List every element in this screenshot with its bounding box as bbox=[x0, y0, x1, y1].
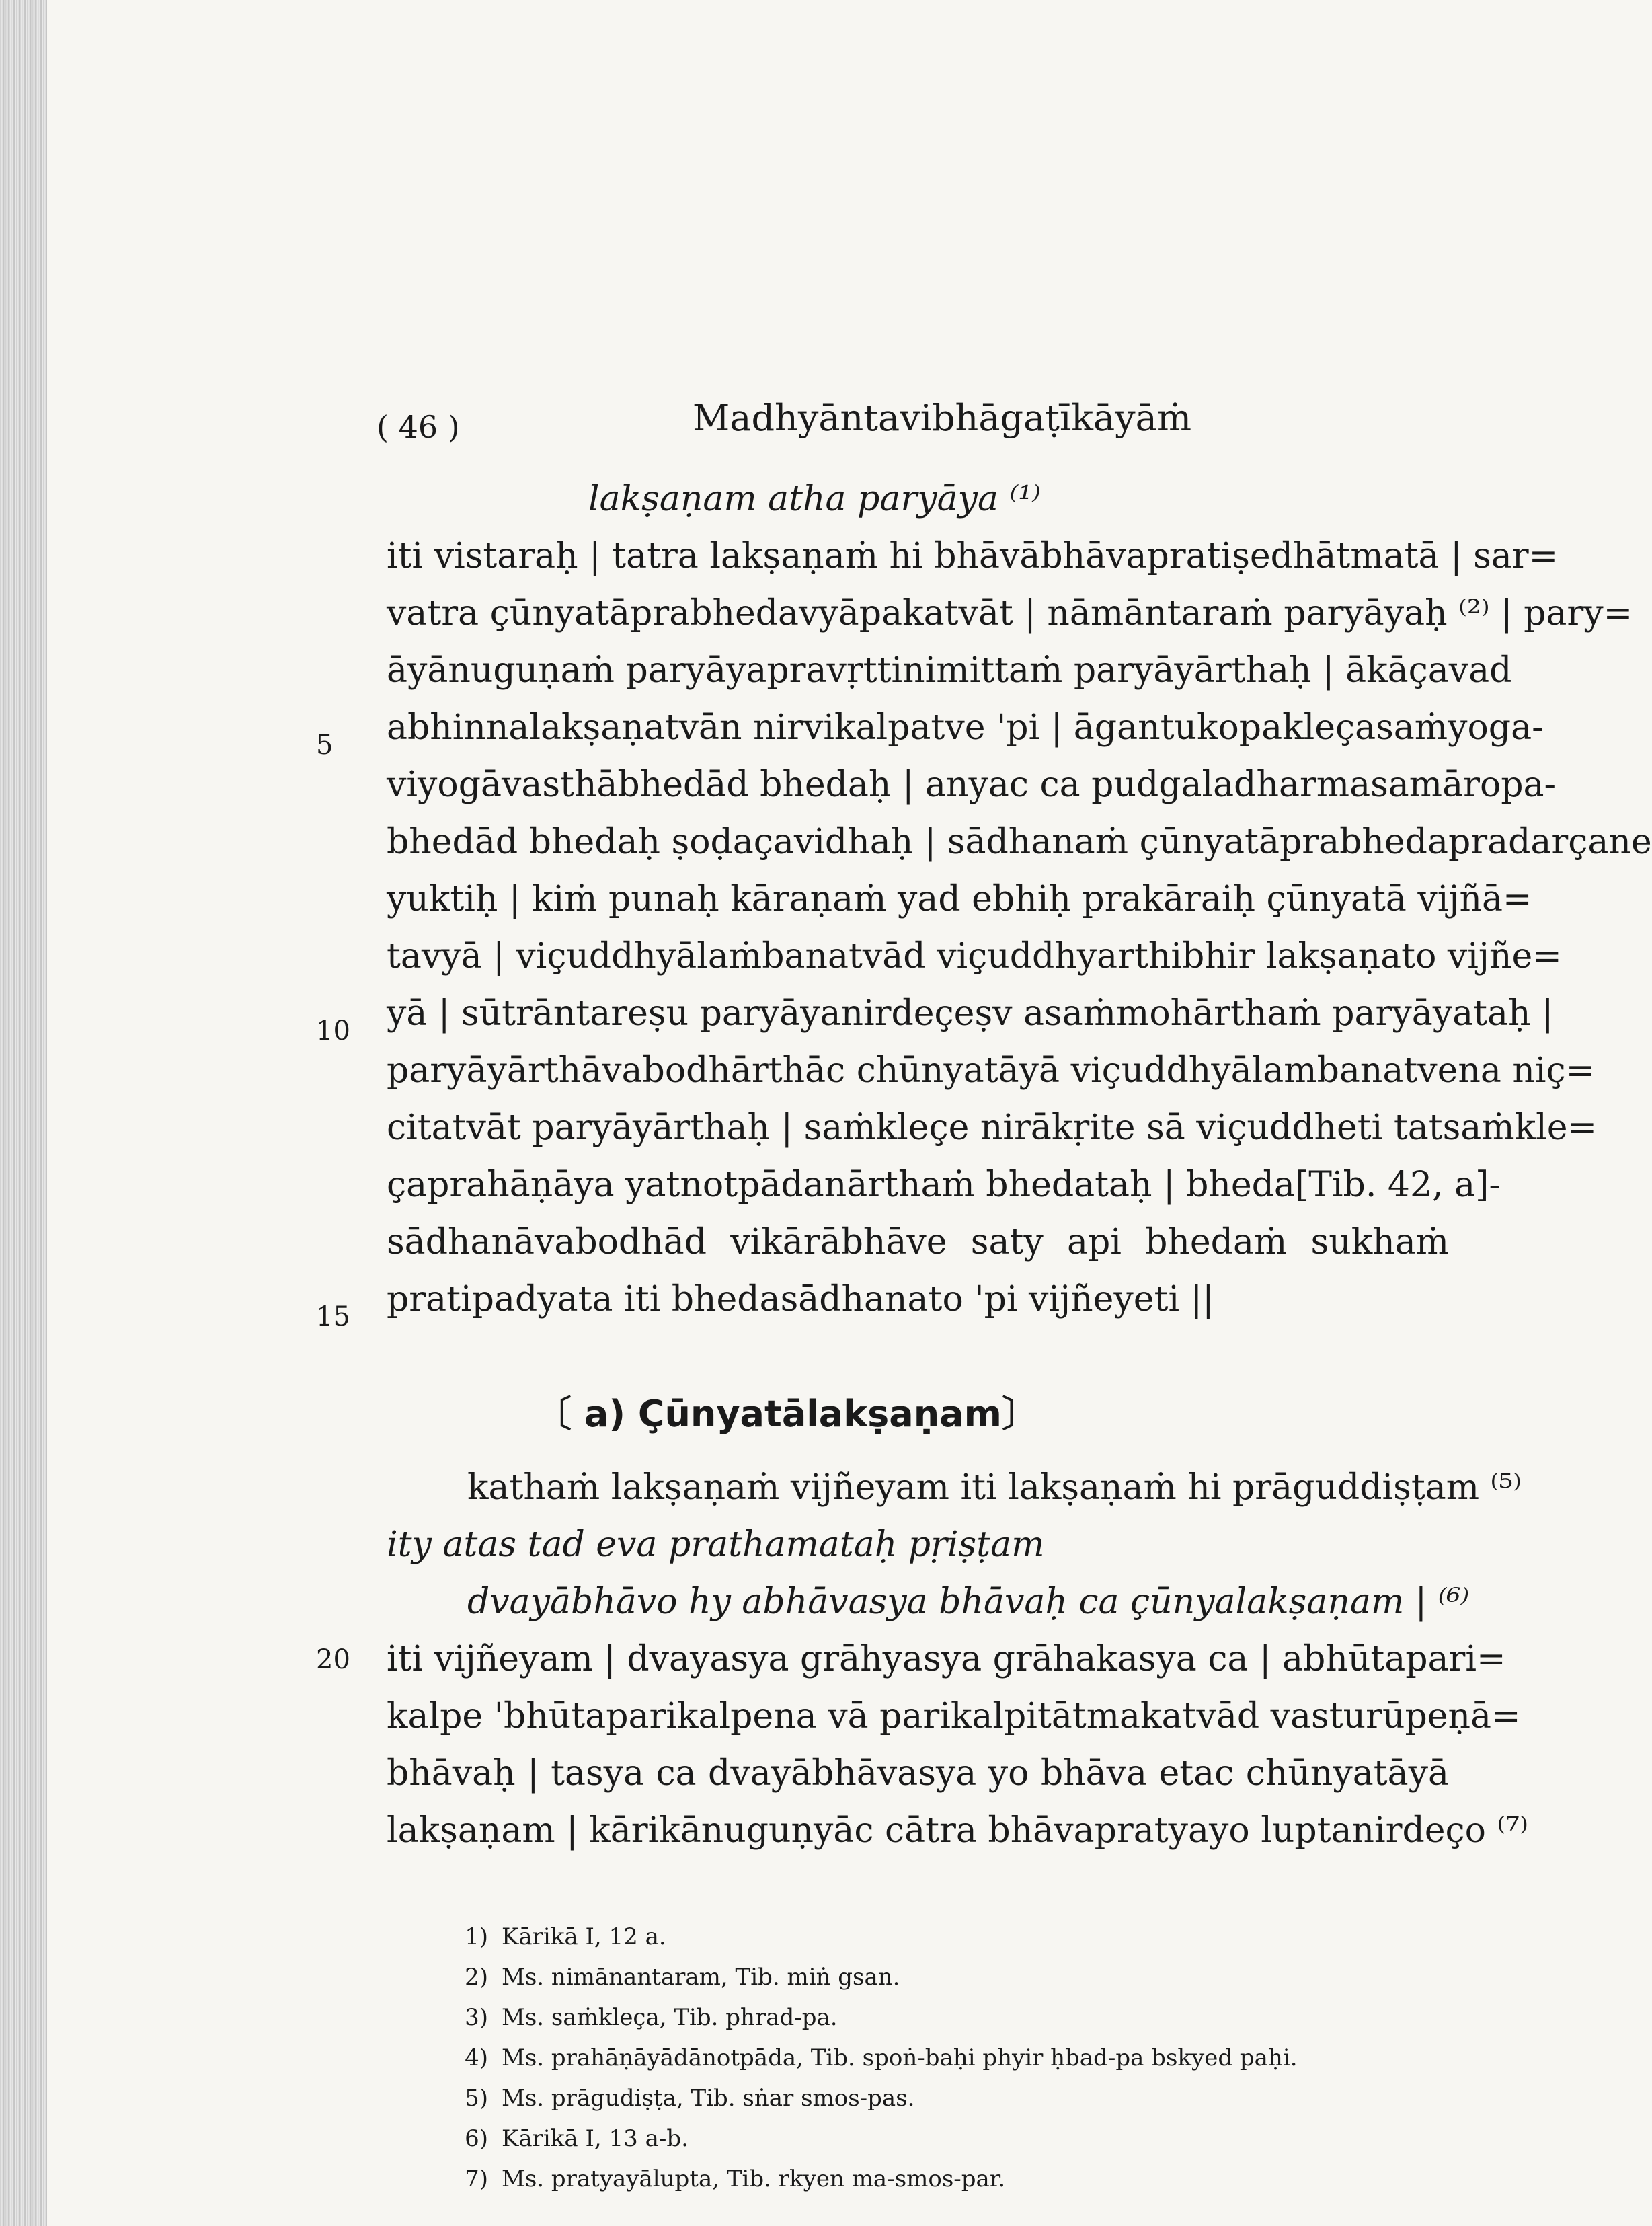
footnote-number: 2) bbox=[465, 1964, 488, 1991]
running-title: Madhyāntavibhāgaṭīkāyāṁ bbox=[693, 397, 1192, 439]
footnote bbox=[437, 2004, 838, 2031]
text-line: bhedād bhedaḥ ṣoḍaçavidhaḥ | sādhanaṁ çūnyatāprabhedapradarçane bbox=[387, 822, 1652, 862]
text-line: ity atas tad eva prathamataḥ pṛiṣṭam bbox=[387, 1525, 1045, 1565]
footnote bbox=[437, 2125, 689, 2152]
line-number: 5 bbox=[316, 730, 333, 761]
footnote-number: 5) bbox=[465, 2085, 488, 2112]
text-line: lakṣaṇam atha paryāya ⁽¹⁾ bbox=[588, 479, 1041, 519]
text-line: pratipadyata iti bhedasādhanato 'pi vijñeyeti || bbox=[387, 1279, 1214, 1319]
text-line: paryāyārthāvabodhārthāc chūnyatāyā viçuddhyālambanatvena niç= bbox=[387, 1050, 1596, 1091]
text-line: citatvāt paryāyārthaḥ | saṁkleçe nirākṛite sā viçuddheti tatsaṁkle= bbox=[387, 1108, 1598, 1148]
footnote-number: 3) bbox=[465, 2004, 488, 2031]
line-number: 15 bbox=[316, 1301, 350, 1332]
line-number: 10 bbox=[316, 1015, 350, 1046]
footnote-text: Ms. pratyayālupta, Tib. rkyen ma-smos-par. bbox=[502, 2165, 1006, 2192]
footnote-number: 6) bbox=[465, 2125, 488, 2152]
text-line: āyānuguṇaṁ paryāyapravṛttinimittaṁ paryāyārthaḥ | ākāçavad bbox=[387, 650, 1512, 691]
footnote-text: Kārikā I, 13 a-b. bbox=[502, 2125, 689, 2152]
footnote-text: Ms. nimānantaram, Tib. miṅ gsan. bbox=[502, 1964, 900, 1991]
text-line: çaprahāṇāya yatnotpādanārthaṁ bhedataḥ | bheda[Tib. 42, a]- bbox=[387, 1165, 1501, 1205]
footnote-text: Ms. prahāṇāyādānotpāda, Tib. spoṅ-baḥi phyir ḥbad-pa bskyed paḥi. bbox=[502, 2044, 1298, 2071]
page-number: ( 46 ) bbox=[377, 409, 460, 445]
text-line: sādhanāvabodhād vikārābhāve saty api bhedaṁ sukhaṁ bbox=[387, 1222, 1449, 1262]
text-line: vatra çūnyatāprabhedavyāpakatvāt | nāmāntaraṁ paryāyaḥ ⁽²⁾ | pary= bbox=[387, 593, 1633, 634]
footnote-text: Kārikā I, 12 a. bbox=[502, 1923, 666, 1950]
text-line: yuktiḥ | kiṁ punaḥ kāraṇaṁ yad ebhiḥ prakāraiḥ çūnyatā vijñā= bbox=[387, 879, 1532, 919]
footnote-text: Ms. prāgudiṣṭa, Tib. sṅar smos-pas. bbox=[502, 2085, 915, 2112]
section-heading: 〔 a) Çūnyatālakṣaṇam〕 bbox=[535, 1393, 1038, 1435]
text-line: abhinnalakṣaṇatvān nirvikalpatve 'pi | āgantukopakleçasaṁyoga- bbox=[387, 707, 1544, 748]
footnote bbox=[437, 2165, 1005, 2192]
footnote-number: 4) bbox=[465, 2044, 488, 2071]
page-header bbox=[377, 397, 1304, 451]
footnote bbox=[437, 1923, 666, 1950]
text-line: lakṣaṇam | kārikānuguṇyāc cātra bhāvapratyayo luptanirdeço ⁽⁷⁾ bbox=[387, 1810, 1528, 1851]
text-line: kalpe 'bhūtaparikalpena vā parikalpitātmakatvād vasturūpeṇā= bbox=[387, 1696, 1521, 1736]
body-text-block-2 bbox=[387, 1459, 1528, 1859]
text-line: bhāvaḥ | tasya ca dvayābhāvasya yo bhāva etac chūnyatāyā bbox=[387, 1753, 1449, 1794]
scan-binding-edge bbox=[0, 0, 47, 2226]
footnote bbox=[437, 1964, 900, 1991]
footnote bbox=[437, 2085, 914, 2112]
footnote-number: 1) bbox=[465, 1923, 488, 1950]
footnote-text: Ms. saṁkleça, Tib. phrad-pa. bbox=[502, 2004, 838, 2031]
text-line: kathaṁ lakṣaṇaṁ vijñeyam iti lakṣaṇaṁ hi prāguddiṣṭam ⁽⁵⁾ bbox=[467, 1467, 1522, 1508]
footnote-number: 7) bbox=[465, 2165, 488, 2192]
footnote bbox=[437, 2044, 1298, 2071]
text-line: iti vistaraḥ | tatra lakṣaṇaṁ hi bhāvābhāvapratiṣedhātmatā | sar= bbox=[387, 536, 1559, 576]
body-text-block-1 bbox=[387, 471, 1652, 1328]
text-line: iti vijñeyam | dvayasya grāhyasya grāhakasya ca | abhūtapari= bbox=[387, 1639, 1506, 1679]
text-line: dvayābhāvo hy abhāvasya bhāvaḥ ca çūnyalakṣaṇam | ⁽⁶⁾ bbox=[467, 1582, 1470, 1622]
text-line: tavyā | viçuddhyālaṁbanatvād viçuddhyarthibhir lakṣaṇato vijñe= bbox=[387, 936, 1562, 976]
text-line: viyogāvasthābhedād bhedaḥ | anyac ca pudgaladharmasamāropa- bbox=[387, 765, 1557, 805]
text-line: yā | sūtrāntareṣu paryāyanirdeçeṣv asaṁmohārthaṁ paryāyataḥ | bbox=[387, 993, 1554, 1034]
line-number: 20 bbox=[316, 1644, 350, 1675]
